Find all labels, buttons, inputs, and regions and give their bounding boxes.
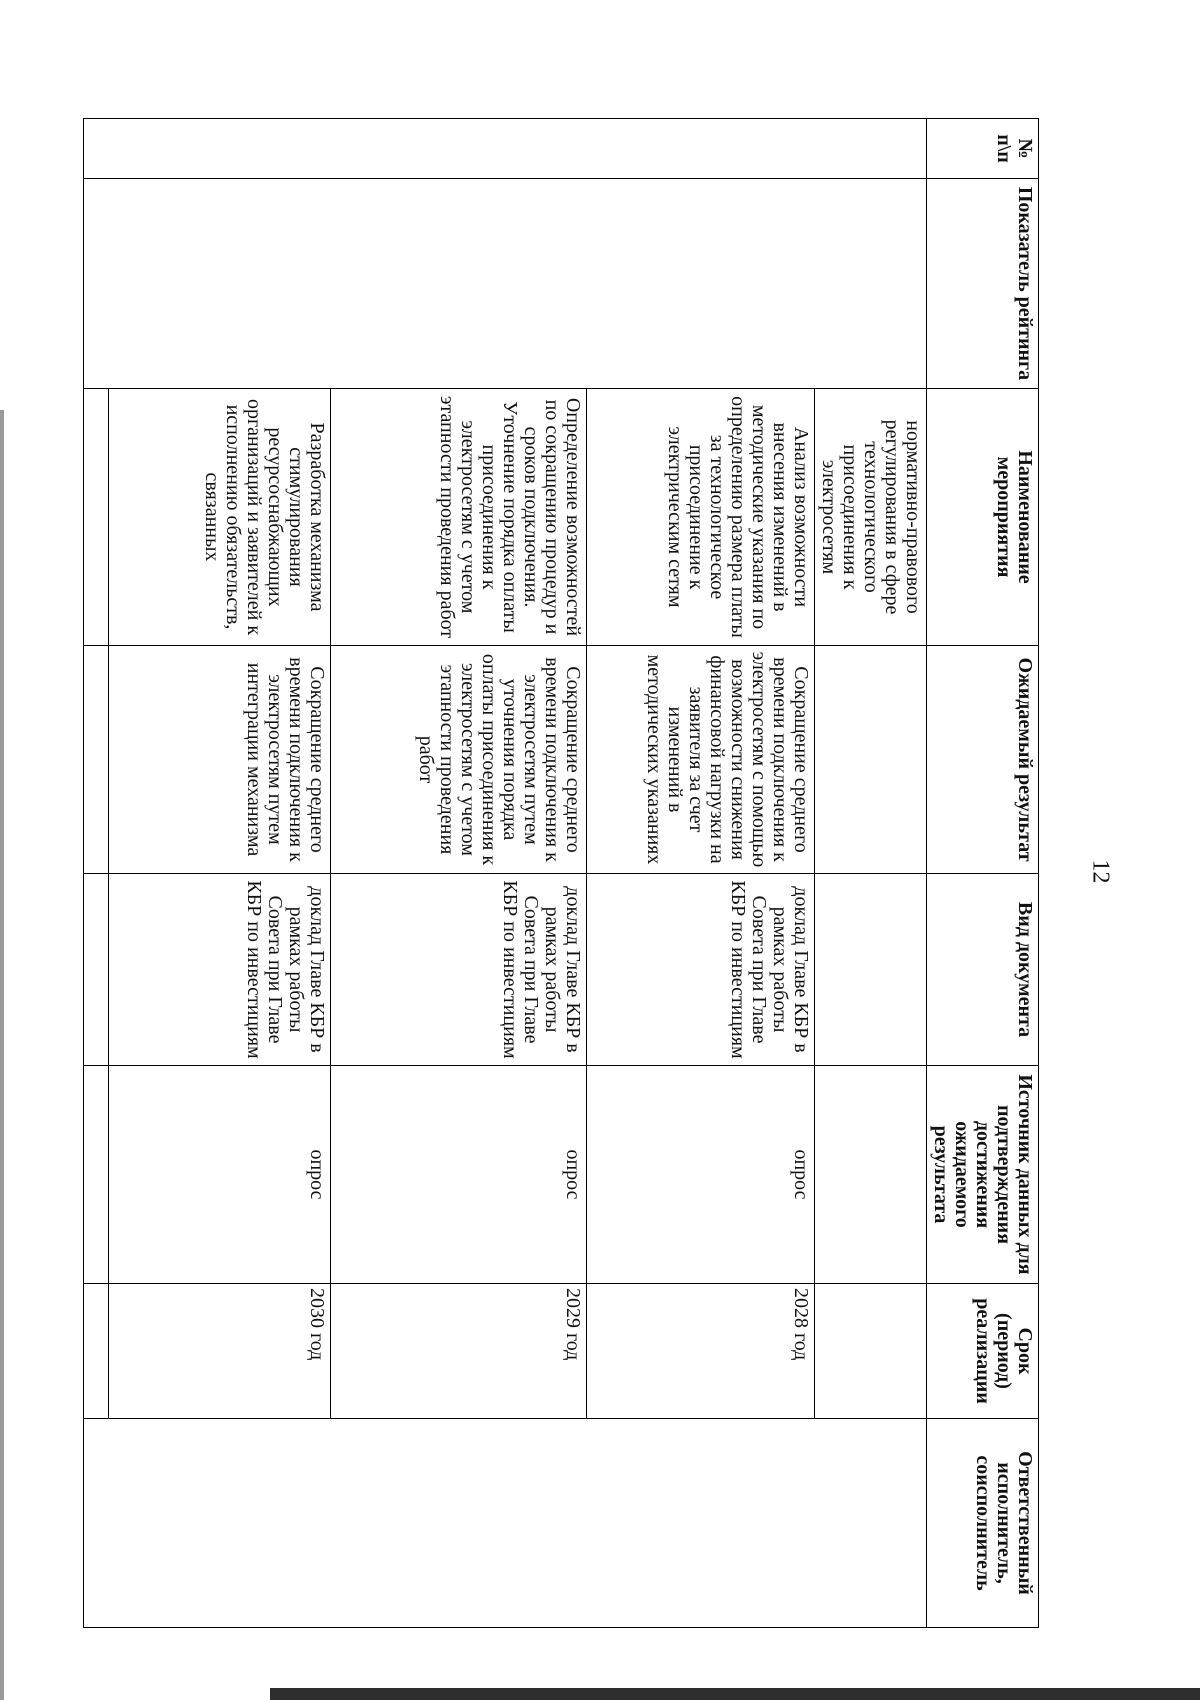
header-measure: Наименование мероприятия: [927, 389, 1039, 646]
page-number: 12: [1087, 859, 1114, 884]
scan-edge-left: [0, 410, 4, 1700]
measure-cell: Разработка механизма стимулирования ресурсоснабжающих организаций и заявителей к исполнению обязательств, связанных: [109, 389, 331, 646]
doc-type-cell: [815, 874, 927, 1066]
indicator-cell: [84, 179, 927, 389]
doc-type-cell: доклад Главе КБР в рамках работы Совета при Главе КБР по инвестициям: [331, 874, 587, 1066]
measure-cell: Определение возможностей по сокращению процедур и сроков подключения. Уточнение порядка оплаты присоединения к электросетям с учетом этапности проведения работ: [331, 389, 587, 646]
header-responsible: Ответственный исполнитель, соисполнитель: [927, 1419, 1039, 1628]
doc-type-cell: доклад Главе КБР в рамках работы Совета при Главе КБР по инвестициям: [109, 874, 331, 1066]
source-cell: опрос: [331, 1066, 587, 1284]
deadline-cell: 2028 год: [587, 1284, 815, 1419]
header-num: № п\п: [927, 119, 1039, 179]
header-indicator: Показатель рейтинга: [927, 179, 1039, 389]
source-cell: опрос: [587, 1066, 815, 1284]
deadline-cell: 2030 год: [109, 1284, 331, 1419]
blank-cell: [84, 1066, 109, 1284]
result-cell: Сокращение среднего времени подключения к электросетям путем интеграции механизма: [109, 646, 331, 874]
blank-cell: [84, 646, 109, 874]
deadline-cell: 2029 год: [331, 1284, 587, 1419]
rotated-table-sheet: [152, 118, 1039, 1627]
result-cell: Сокращение среднего времени подключения к электросетям с помощью возможности снижения финансовой нагрузки на заявителя за счет изменений в методических указаниях: [587, 646, 815, 874]
result-cell: [815, 646, 927, 874]
doc-type-cell: доклад Главе КБР в рамках работы Совета при Главе КБР по инвестициям: [587, 874, 815, 1066]
blank-cell: [84, 874, 109, 1066]
num-cell: [84, 119, 927, 179]
blank-cell: [84, 389, 109, 646]
deadline-cell: [815, 1284, 927, 1419]
header-doc-type: Вид документа: [927, 874, 1039, 1066]
scan-edge-bottom: [270, 1688, 1200, 1700]
measure-cell: нормативно-правового регулирования в сфере технологического присоединения к электросетям: [815, 389, 927, 646]
header-source: Источник данных для подтверждения достижения ожидаемого результата: [927, 1066, 1039, 1284]
table-row: [815, 119, 927, 1628]
header-row: [927, 119, 1039, 1628]
responsible-cell: [84, 1419, 927, 1628]
measures-table: [83, 118, 1039, 1628]
result-cell: Сокращение среднего времени подключения к электросетям путем уточнения порядка оплаты присоединения к электросетям с учетом этапности проведения работ: [331, 646, 587, 874]
header-deadline: Срок (период) реализации: [927, 1284, 1039, 1419]
source-cell: [815, 1066, 927, 1284]
measure-cell: Анализ возможности внесения изменений в методические указания по определению размера платы за технологическое присоединение к электрическим сетям: [587, 389, 815, 646]
blank-cell: [84, 1284, 109, 1419]
header-result: Ожидаемый результат: [927, 646, 1039, 874]
source-cell: опрос: [109, 1066, 331, 1284]
